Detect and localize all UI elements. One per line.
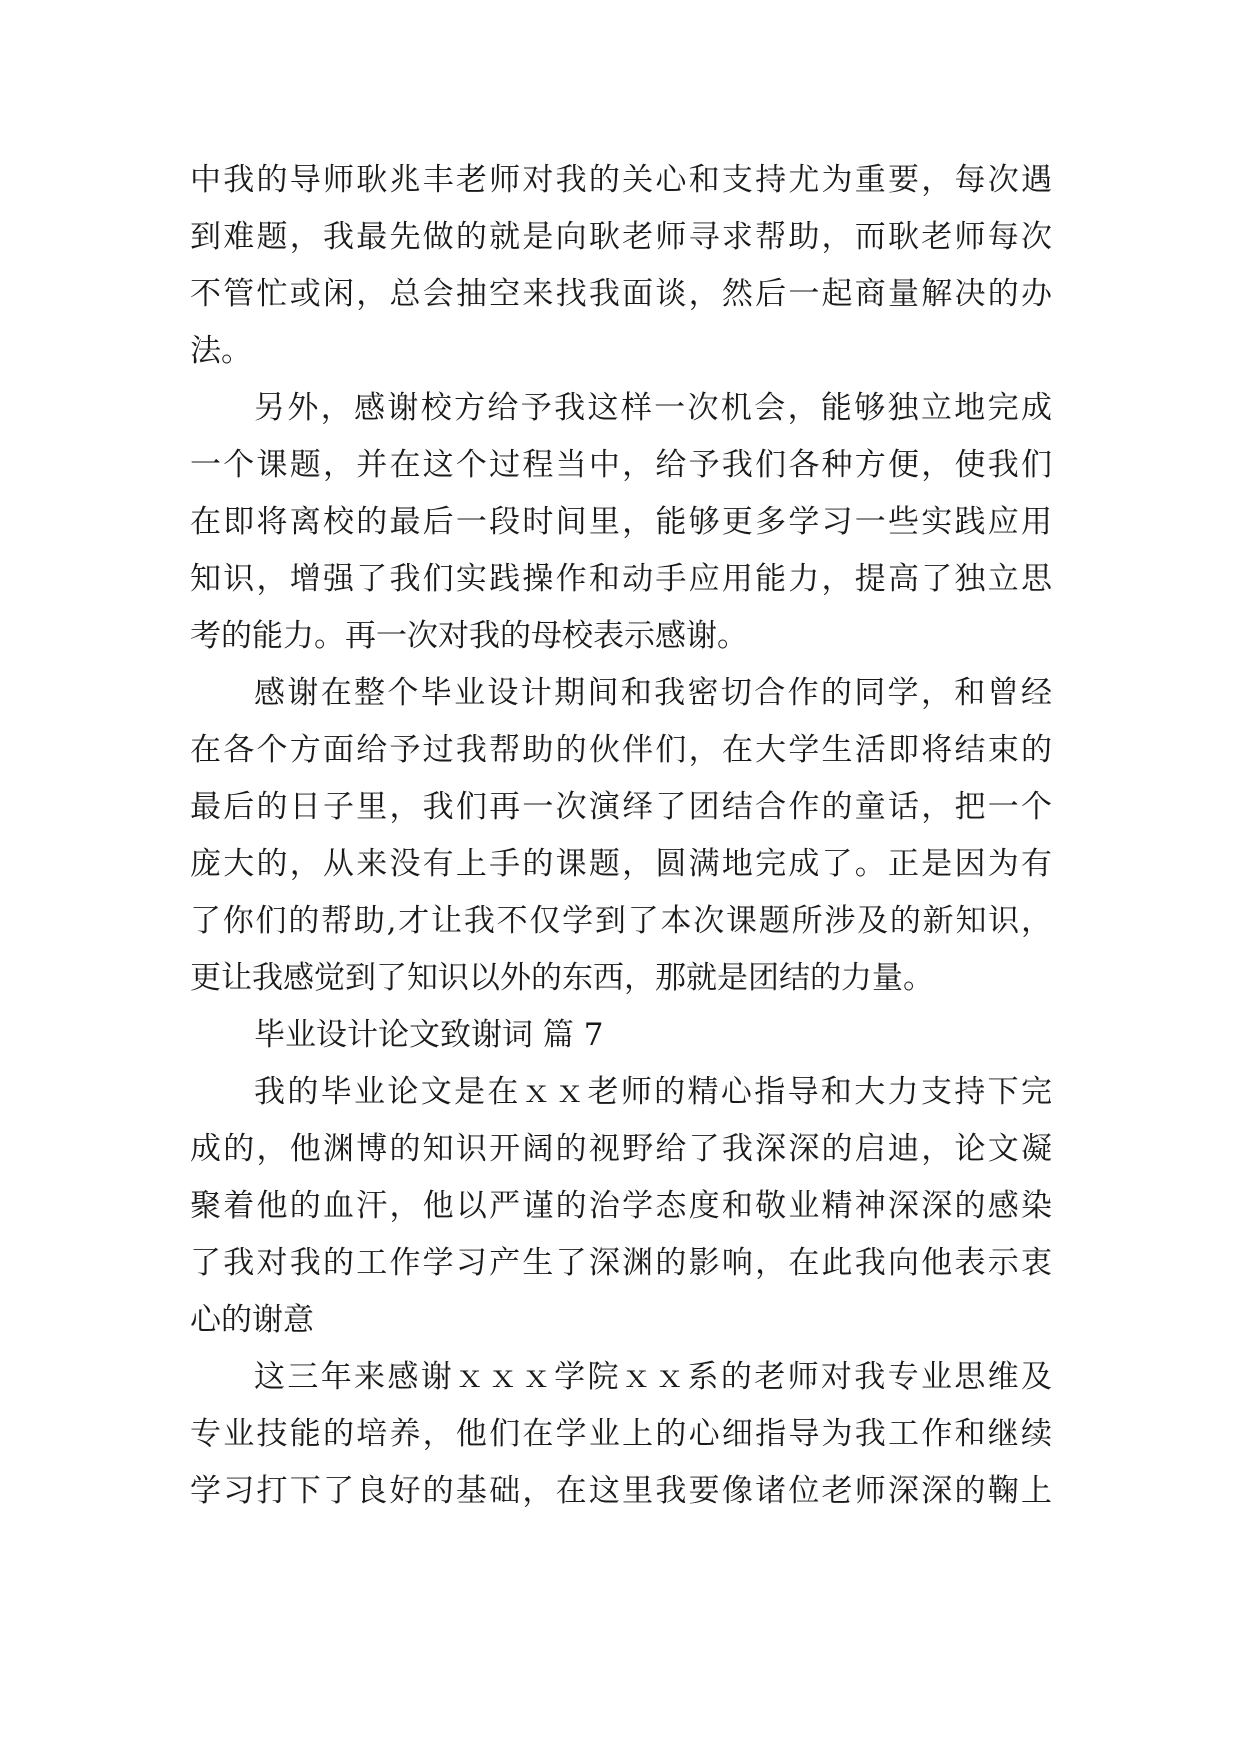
- paragraph-first-line: 这三年来感谢ｘｘｘ学院ｘｘ系的老师对我专业思维及: [254, 1359, 1052, 1395]
- text-line: 到难题，我最先做的就是向耿老师寻求帮助，而耿老师每次: [190, 219, 1052, 255]
- text-line: 最后的日子里，我们再一次演绎了团结合作的童话，把一个: [190, 789, 1052, 825]
- text-line: 在各个方面给予过我帮助的伙伴们，在大学生活即将结束的: [190, 732, 1052, 768]
- text-line: 学习打下了良好的基础，在这里我要像诸位老师深深的鞠上: [190, 1473, 1052, 1509]
- paragraph-first-line: 另外，感谢校方给予我这样一次机会，能够独立地完成: [254, 390, 1052, 426]
- text-line: 法。: [190, 333, 252, 369]
- text-line: 庞大的，从来没有上手的课题，圆满地完成了。正是因为有: [190, 846, 1052, 882]
- paragraph-first-line: 感谢在整个毕业设计期间和我密切合作的同学，和曾经: [254, 675, 1052, 711]
- text-line: 知识，增强了我们实践操作和动手应用能力，提高了独立思: [190, 561, 1052, 597]
- text-line: 在即将离校的最后一段时间里，能够更多学习一些实践应用: [190, 504, 1052, 540]
- paragraph-first-line: 我的毕业论文是在ｘｘ老师的精心指导和大力支持下完: [254, 1074, 1052, 1110]
- text-line: 了我对我的工作学习产生了深渊的影响，在此我向他表示衷: [190, 1245, 1052, 1281]
- text-line: 了你们的帮助,才让我不仅学到了本次课题所涉及的新知识，: [190, 903, 1052, 939]
- paragraph-first-line: 毕业设计论文致谢词 篇 7: [254, 1017, 604, 1053]
- text-line: 聚着他的血汗，他以严谨的治学态度和敬业精神深深的感染: [190, 1188, 1052, 1224]
- text-line: 中我的导师耿兆丰老师对我的关心和支持尤为重要，每次遇: [190, 162, 1052, 198]
- text-line: 专业技能的培养，他们在学业上的心细指导为我工作和继续: [190, 1416, 1052, 1452]
- text-line: 成的，他渊博的知识开阔的视野给了我深深的启迪，论文凝: [190, 1131, 1052, 1167]
- document-body: [190, 152, 1052, 1520]
- text-line: 不管忙或闲，总会抽空来找我面谈，然后一起商量解决的办: [190, 276, 1052, 312]
- text-line: 更让我感觉到了知识以外的东西，那就是团结的力量。: [190, 960, 934, 996]
- text-line: 考的能力。再一次对我的母校表示感谢。: [190, 618, 748, 654]
- text-line: 一个课题，并在这个过程当中，给予我们各种方便，使我们: [190, 447, 1052, 483]
- text-line: 心的谢意: [190, 1302, 314, 1338]
